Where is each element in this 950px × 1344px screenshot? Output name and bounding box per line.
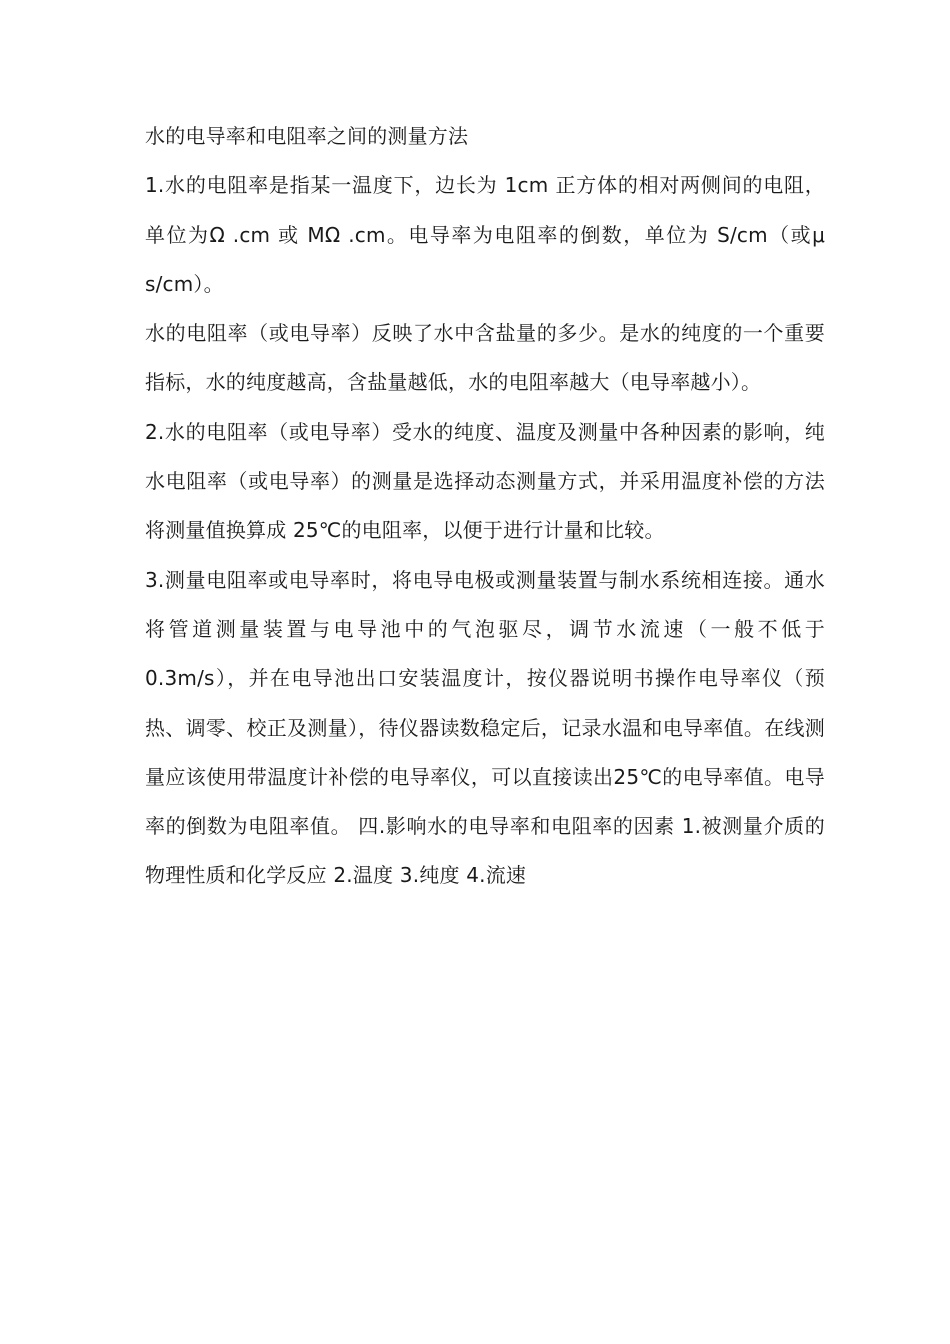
paragraph-2: 水的电阻率（或电导率）反映了水中含盐量的多少。是水的纯度的一个重要指标，水的纯度越高，含盐量越低，水的电阻率越大（电导率越小）。 — [145, 321, 825, 395]
document-body — [145, 112, 825, 901]
paragraph-3: 2.水的电阻率（或电导率）受水的纯度、温度及测量中各种因素的影响，纯水电阻率（或电导率）的测量是选择动态测量方式，并采用温度补偿的方法将测量值换算成 25℃的电阻率，以便于进行计量和比较。 — [145, 419, 825, 543]
paragraph-1: 1.水的电阻率是指某一温度下，边长为 1cm 正方体的相对两侧间的电阻，单位为Ω .cm 或 MΩ .cm。电导率为电阻率的倒数，单位为 S/cm（或μ s/cm）。 — [145, 173, 825, 296]
document-title: 水的电导率和电阻率之间的测量方法 — [145, 124, 469, 148]
paragraph-4: 3.测量电阻率或电导率时，将电导电极或测量装置与制水系统相连接。通水将管道测量装置与电导池中的气泡驱尽，调节水流速（一般不低于 0.3m/s），并在电导池出口安装温度计，按仪器说明书操作电导率仪（预热、调零、校正及测量），待仪器读数稳定后，记录水温和电导率值。在线测量应该使用带温度计补偿的电导率仪，可以直接读出25℃的电导率值。电导率的倒数为电阻率值。 四.影响水的电导率和电阻率的因素 1.被测量介质的物理性质和化学反应 2.温度 3.纯度 4.流速 — [145, 567, 825, 888]
